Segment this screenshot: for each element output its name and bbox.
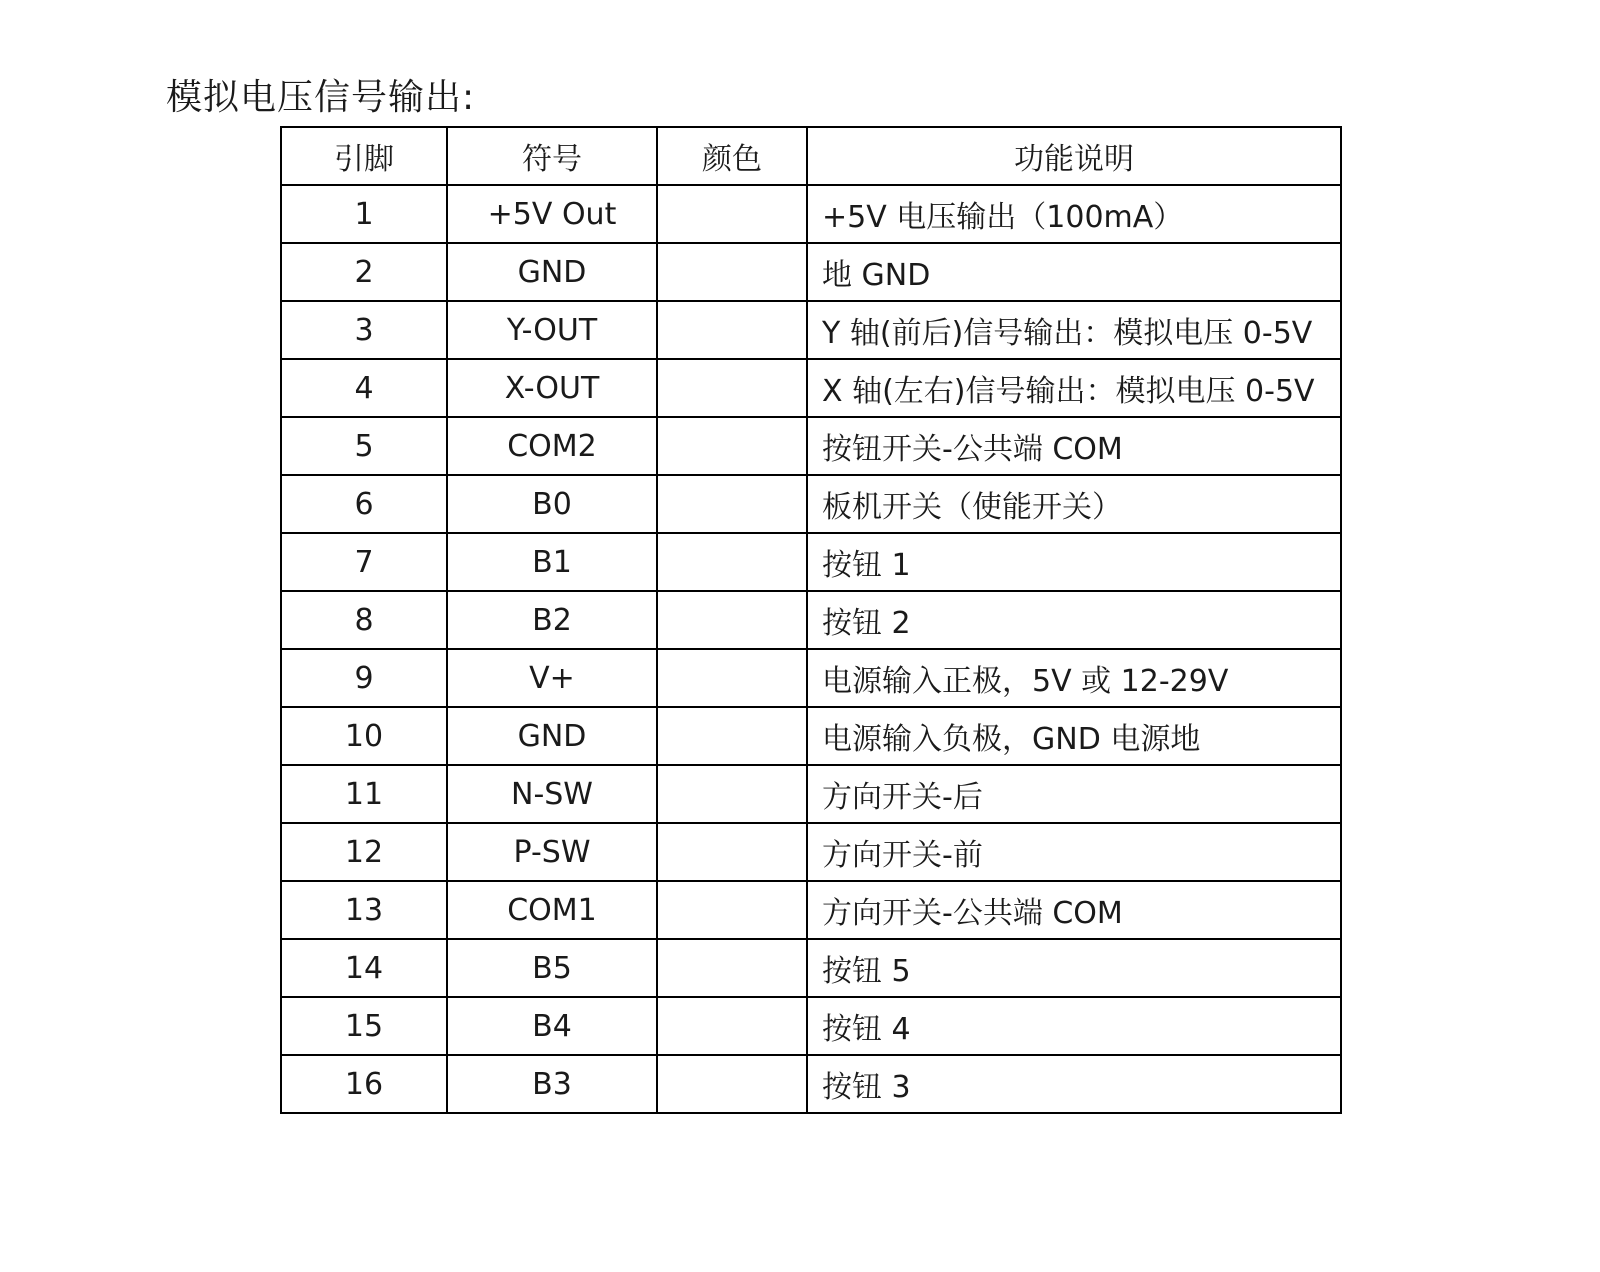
table-row (281, 765, 1341, 823)
cell-color (657, 185, 807, 243)
cell-pin: 2 (281, 243, 447, 301)
table-row (281, 707, 1341, 765)
cell-pin: 12 (281, 823, 447, 881)
table-row (281, 475, 1341, 533)
table-row (281, 533, 1341, 591)
cell-color (657, 707, 807, 765)
cell-description: 地 GND (807, 243, 1341, 301)
cell-color (657, 823, 807, 881)
cell-description: 按钮 3 (807, 1055, 1341, 1113)
cell-description: 按钮 4 (807, 997, 1341, 1055)
cell-pin: 14 (281, 939, 447, 997)
cell-description: +5V 电压输出（100mA） (807, 185, 1341, 243)
table-row (281, 1055, 1341, 1113)
cell-description: X 轴(左右)信号输出：模拟电压 0-5V (807, 359, 1341, 417)
cell-color (657, 939, 807, 997)
cell-pin: 4 (281, 359, 447, 417)
pin-definition-table (280, 126, 1342, 1114)
cell-pin: 13 (281, 881, 447, 939)
cell-description: 方向开关-后 (807, 765, 1341, 823)
cell-description: 电源输入负极，GND 电源地 (807, 707, 1341, 765)
cell-description: 方向开关-公共端 COM (807, 881, 1341, 939)
header-pin: 引脚 (281, 127, 447, 185)
cell-symbol: B1 (447, 533, 657, 591)
cell-description: 按钮开关-公共端 COM (807, 417, 1341, 475)
table-row (281, 649, 1341, 707)
cell-symbol: X-OUT (447, 359, 657, 417)
cell-symbol: GND (447, 243, 657, 301)
cell-description: 方向开关-前 (807, 823, 1341, 881)
cell-pin: 8 (281, 591, 447, 649)
cell-pin: 1 (281, 185, 447, 243)
table-row (281, 881, 1341, 939)
cell-color (657, 243, 807, 301)
cell-color (657, 649, 807, 707)
cell-description: 板机开关（使能开关） (807, 475, 1341, 533)
cell-description: 按钮 1 (807, 533, 1341, 591)
cell-symbol: V+ (447, 649, 657, 707)
cell-symbol: COM2 (447, 417, 657, 475)
cell-pin: 3 (281, 301, 447, 359)
cell-description: 电源输入正极，5V 或 12-29V (807, 649, 1341, 707)
cell-symbol: N-SW (447, 765, 657, 823)
cell-pin: 11 (281, 765, 447, 823)
header-description: 功能说明 (807, 127, 1341, 185)
cell-color (657, 997, 807, 1055)
cell-pin: 10 (281, 707, 447, 765)
cell-symbol: Y-OUT (447, 301, 657, 359)
cell-color (657, 881, 807, 939)
cell-pin: 6 (281, 475, 447, 533)
table-row (281, 185, 1341, 243)
cell-symbol: B4 (447, 997, 657, 1055)
cell-description: Y 轴(前后)信号输出：模拟电压 0-5V (807, 301, 1341, 359)
cell-symbol: COM1 (447, 881, 657, 939)
cell-description: 按钮 2 (807, 591, 1341, 649)
header-symbol: 符号 (447, 127, 657, 185)
document-title: 模拟电压信号输出: (166, 77, 476, 118)
cell-symbol: GND (447, 707, 657, 765)
cell-pin: 7 (281, 533, 447, 591)
cell-color (657, 301, 807, 359)
cell-symbol: P-SW (447, 823, 657, 881)
cell-pin: 5 (281, 417, 447, 475)
table-row (281, 939, 1341, 997)
table-header (281, 127, 1341, 185)
cell-color (657, 475, 807, 533)
cell-color (657, 765, 807, 823)
table-row (281, 823, 1341, 881)
cell-color (657, 417, 807, 475)
table-row (281, 997, 1341, 1055)
table-row (281, 591, 1341, 649)
cell-pin: 15 (281, 997, 447, 1055)
cell-description: 按钮 5 (807, 939, 1341, 997)
cell-symbol: B2 (447, 591, 657, 649)
table-body (281, 185, 1341, 1113)
cell-symbol: B5 (447, 939, 657, 997)
table-row (281, 301, 1341, 359)
cell-color (657, 359, 807, 417)
cell-pin: 16 (281, 1055, 447, 1113)
cell-color (657, 591, 807, 649)
cell-symbol: +5V Out (447, 185, 657, 243)
cell-color (657, 533, 807, 591)
cell-symbol: B0 (447, 475, 657, 533)
table-header-row (281, 127, 1341, 185)
cell-color (657, 1055, 807, 1113)
header-color: 颜色 (657, 127, 807, 185)
table-row (281, 417, 1341, 475)
cell-symbol: B3 (447, 1055, 657, 1113)
table-row (281, 243, 1341, 301)
cell-pin: 9 (281, 649, 447, 707)
table-row (281, 359, 1341, 417)
